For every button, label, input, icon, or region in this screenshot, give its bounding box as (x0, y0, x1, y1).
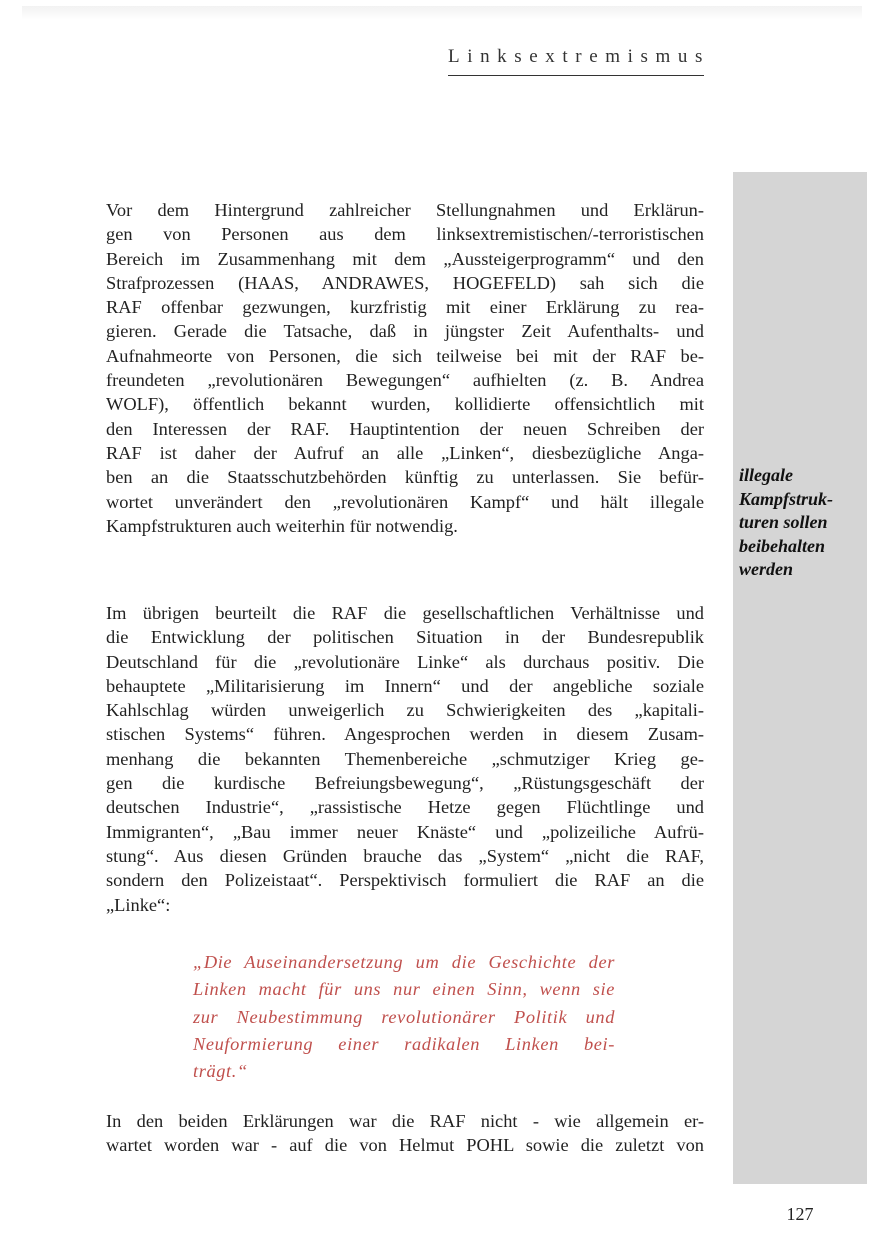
header-rule (448, 75, 704, 76)
text-line: gen von Personen aus dem linksextremistischen/-terroristischen (106, 224, 704, 245)
text-line: den Interessen der RAF. Hauptintention der neuen Schreiben der (106, 418, 704, 439)
paragraph-2 (106, 601, 704, 917)
margin-note-line: werden (739, 559, 793, 579)
margin-column (733, 172, 867, 1184)
text-line: In den beiden Erklärungen war die RAF nicht - wie allgemein er- (106, 1111, 704, 1131)
text-line: Deutschland für die „revolutionäre Linke“ als durchaus positiv. Die (106, 651, 704, 672)
text-line: RAF offenbar gezwungen, kurzfristig mit einer Erklärung zu rea- (106, 297, 704, 318)
text-line: wortet unverändert den „revolutionären Kampf“ und hält illegale (106, 491, 704, 512)
running-head-title: Linksextremismus (448, 46, 710, 67)
text-line: Strafprozessen (HAAS, ANDRAWES, HOGEFELD) sah sich die (106, 272, 704, 293)
block-quote (193, 949, 615, 1085)
quote-line: „Die Auseinandersetzung um die Geschichte der (193, 952, 615, 972)
text-line: Vor dem Hintergrund zahlreicher Stellungnahmen und Erklärun- (106, 200, 704, 220)
text-line: die Entwicklung der politischen Situation in der Bundesrepublik (106, 627, 704, 648)
text-line: „Linke“: (106, 894, 171, 915)
margin-note-line: Kampfstruk- (739, 488, 834, 509)
text-line: Bereich im Zusammenhang mit dem „Aussteigerprogramm“ und den (106, 248, 704, 269)
scan-top-shadow (22, 6, 862, 20)
text-line: sondern den Polizeistaat“. Perspektivisch formuliert die RAF an die (106, 870, 704, 891)
text-line: freundeten „revolutionären Bewegungen“ aufhielten (z. B. Andrea (106, 370, 704, 391)
text-line: stischen Systems“ führen. Angesprochen werden in diesem Zusam- (106, 724, 704, 745)
quote-line: zur Neubestimmung revolutionärer Politik und (193, 1006, 615, 1027)
text-line: wartet worden war - auf die von Helmut POHL sowie die zuletzt von (106, 1135, 704, 1156)
text-line: gieren. Gerade die Tatsache, daß in jüngster Zeit Aufenthalts- und (106, 321, 704, 342)
text-line: RAF ist daher der Aufruf an alle „Linken“, diesbezügliche Anga- (106, 442, 704, 463)
text-line: gen die kurdische Befreiungsbewegung“, „Rüstungsgeschäft der (106, 773, 704, 794)
page-number: 127 (786, 1204, 814, 1224)
text-line: Im übrigen beurteilt die RAF die gesellschaftlichen Verhältnisse und (106, 603, 704, 623)
quote-line: Neuformierung einer radikalen Linken bei- (193, 1033, 615, 1054)
paragraph-1 (106, 198, 704, 538)
text-line: Immigranten“, „Bau immer neuer Knäste“ und „polizeiliche Aufrü- (106, 821, 704, 842)
text-line: Kahlschlag würden unweigerlich zu Schwierigkeiten des „kapitali- (106, 700, 704, 721)
quote-line: Linken macht für uns nur einen Sinn, wenn sie (193, 979, 615, 1000)
text-line: menhang die bekannten Themenbereiche „schmutziger Krieg ge- (106, 748, 704, 769)
text-line: deutschen Industrie“, „rassistische Hetze gegen Flüchtlinge und (106, 797, 704, 818)
paragraph-3 (106, 1109, 704, 1158)
text-line: Kampfstrukturen auch weiterhin für notwendig. (106, 515, 458, 536)
margin-note-line: turen sollen (739, 512, 828, 532)
margin-note (739, 464, 863, 582)
text-line: WOLF), öffentlich bekannt wurden, kollidierte offensichtlich mit (106, 394, 704, 415)
text-line: Aufnahmeorte von Personen, die sich teilweise bei mit der RAF be- (106, 345, 704, 366)
margin-note-line: illegale (739, 465, 793, 485)
quote-line: trägt.“ (193, 1061, 248, 1082)
margin-note-line: beibehalten (739, 535, 825, 556)
text-line: stung“. Aus diesen Gründen brauche das „System“ „nicht die RAF, (106, 845, 704, 866)
text-line: behauptete „Militarisierung im Innern“ und der angebliche soziale (106, 675, 704, 696)
text-line: ben an die Staatsschutzbehörden künftig zu unterlassen. Sie befür- (106, 467, 704, 488)
